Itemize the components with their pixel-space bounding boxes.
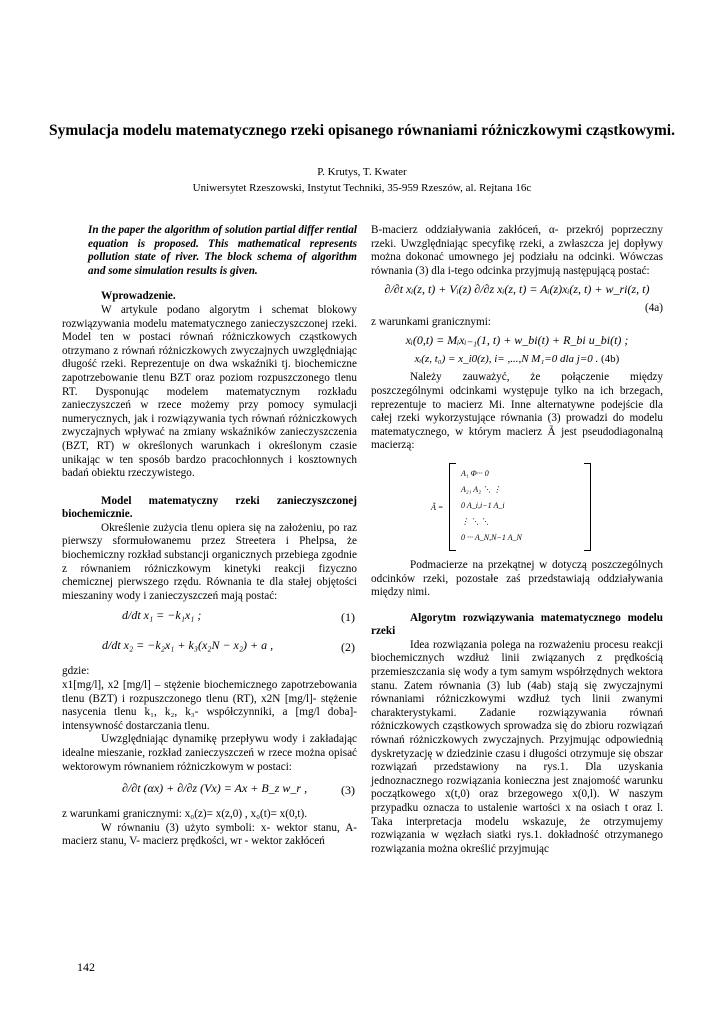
submatrix-text: Podmacierze na przekątnej w dotyczą poszczególnych odcinków rzeki, pozostałe zaś przedstawiają oddziaływania między nimi. [371,558,663,599]
where-label: gdzie: [62,665,90,678]
left-column [62,224,357,849]
equation-2-formula: d/dt x₂ = −k₂x₁ + k₃(x₂N − x₂) + a , [102,638,274,653]
model-text: Określenie zużycia tlenu opiera się na założeniu, po raz pierwszy sformułowanemu przez Streetera i Phelpsa, że biochemiczny rozkład substancji organicznych przebiega zgodnie z równaniem różniczkowym kinetyki reakcji fizyczno chemicznej pierwszego rzędu. Równania te dla stałej objętości mieszaniny wody i zanieczyszczeń mają postać: [62,521,357,602]
right-column [371,224,663,856]
intro-heading: Wprowadzenie. [101,290,176,303]
equation-1-number: (1) [341,610,355,625]
matrix-row-5: 0 ··· A_N,N−1 A_N [461,532,522,542]
equation-4b-line2 [371,353,663,367]
algorithm-heading: Algorytm rozwiązywania matematycznego modelu rzeki [371,611,663,638]
algorithm-text: Idea rozwiązania polega na rozważeniu procesu reakcji biochemicznych wzdłuż linii związanych z prędkością przemieszczania się wody a tym samym współrzędnych wektora stanu. Zatem równania (3) lub (4ab) stają się zwyczajnymi równaniami różniczkowymi wzdłuż tych linii zwanymi charakterystykami. Zadanie rozwiązywania równań różniczkowych cząstkowych sprowadza się do zbioru rozwiązań równań różniczkowych zwyczajnych. Przyjmując odpowiednią dyskretyzację w dziedzinie czasu i długości otrzymuje się obszar rozwiązań przedstawiony na rys.1. Dla uzyskania jednoznacznego rozwiązania konieczna jest znajomość warunku początkowego x(t,0) oraz brzegowego x(0,l). W naszym przypadku oznacza to ustalenie wartości x na osiach t oraz l. Taka interpretacja modelu wskazuje, że otrzymujemy rozwiązania w węzłach siatki rys.1. dokładność otrzymanego rozwiązania można określić przyjmując [371,638,663,855]
where-text: x1[mg/l], x2 [mg/l] – stężenie biochemicznego zapotrzebowania tlenu (BZT) i rozpuszczonego tlenu (RT), x2N [mg/l]- stężenie nasycenia tlenu k₁, k₂, k₃- współczynniki, a [mg/l doba]- intensywność dostarczania tlenu. [62,679,357,732]
assume-text: Uwzględniając dynamikę przepływu wody i zakładając idealne mieszanie, rozkład zanieczyszczeń w rzece można opisać wektorowym równaniem różniczkowym w postaci: [62,733,357,773]
equation-3-formula: ∂/∂t (αx) + ∂/∂z (Vx) = Ax + B_z w_r , [122,781,308,796]
matrix-left-bracket [449,463,456,551]
boundary-left: z warunkami granicznymi: x₀(z)= x(z,0) , x₀(t)= x(0,t). [62,808,308,821]
matrix-right-bracket [584,463,591,551]
matrix-label: Ã = [431,502,444,512]
boundary-right: z warunkami granicznymi: [371,315,491,328]
note-text: Należy zauważyć, że połączenie między poszczególnymi odcinkami występuje tylko na ich brzegach, reprezentuje to macierz Mi. Inne alternatywne podejście dla całej rzeki wykorzystujące równania (3) prowadzi do modelu matematycznego, w którym macierz Ã jest pseudodiagonalną macierzą: [371,371,663,452]
block-matrix [431,463,591,549]
equation-1-formula: d/dt x₁ = −k₁x₁ ; [122,608,202,623]
right-intro: B-macierz oddziaływania zakłóceń, α- przekrój poprzeczny rzeki. Uwzględniając specyfikę rzeki, a zwłaszcza jej dopływy można dokonać umownego jej podziału na odcinki. Wówczas równania (3) dla i-tego odcinka przyjmują następującą postać: [371,224,663,277]
matrix-row-3: 0 A_i,i−1 A_i [461,500,505,510]
equation-4a: ∂/∂t xᵢ(z, t) + Vᵢ(z) ∂/∂z xᵢ(z, t) = Aᵢ(z)xᵢ(z, t) + w_ri(z, t) [384,282,650,297]
equation-4b-formula: xᵢ(z, t₀) = x_i0(z), i= ,...,N M₁=0 dla j=0 . [414,352,599,365]
equation-4b-number: (4b) [601,352,620,365]
page-number: 142 [77,960,95,974]
equation-2 [62,637,357,659]
affiliation: Uniwersytet Rzeszowski, Instytut Techniki, 35-959 Rzeszów, al. Rejtana 16c [192,182,532,194]
authors: P. Krutys, T. Kwater [317,166,407,178]
matrix-row-1: A₁ Φ··· 0 [461,468,489,478]
equation-4a-number: (4a) [644,301,663,314]
model-heading: Model matematyczny rzeki zanieczyszczonej biochemicznie. [62,494,357,521]
matrix-row-2: A₂₁ A₂ ⋱ ⋮ [461,484,501,494]
abstract: In the paper the algorithm of solution partial differ rential equation is proposed. This mathematical represents pollution state of river. The block schema of algorithm and some simulation results is given. [88,224,357,277]
symbols-text: W równaniu (3) użyto symboli: x- wektor stanu, A- macierz stanu, V- macierz prędkości, wr - wektor zakłóceń [62,821,357,848]
intro-text: W artykule podano algorytm i schemat blokowy rozwiązywania modelu matematycznego zanieczyszczonej rzeki. Model ten w postaci równań różniczkowych cząstkowych otrzymano z równań różniczkowych zwyczajnych uwzględniając długość rzeki. Reprezentuje on dwa wskaźniki tj. biochemiczne zapotrzebowanie tlenu BZT oraz poziom rozpuszczonego tlenu RT. Dysponując modelem matematycznym rozkładu zanieczyszczeń w rzece możemy przy pomocy symulacji numerycznych, jak i rozwiązywania tych równań różniczkowych zwyczajnych wpływać na zmiany wskaźników zanieczyszczenia (BZT, RT) w określonych warunkach i określonym czasie unikając w ten sposób bardzo pracochłonnych i kosztownych badań obiektu rzeczywistego. [62,303,357,480]
matrix-row-4: ⋮ ⋱ ⋱ [461,516,489,526]
equation-3 [62,780,357,802]
equation-2-number: (2) [341,640,355,655]
paper-title: Symulacja modelu matematycznego rzeki opisanego równaniami różniczkowymi cząstkowymi. [49,122,675,139]
equation-1 [62,607,357,629]
equation-4b-line1: xᵢ(0,t) = Mᵢxᵢ₋₁(1, t) + w_bi(t) + R_bi u_bi(t) ; [405,333,629,348]
equation-3-number: (3) [341,783,355,798]
